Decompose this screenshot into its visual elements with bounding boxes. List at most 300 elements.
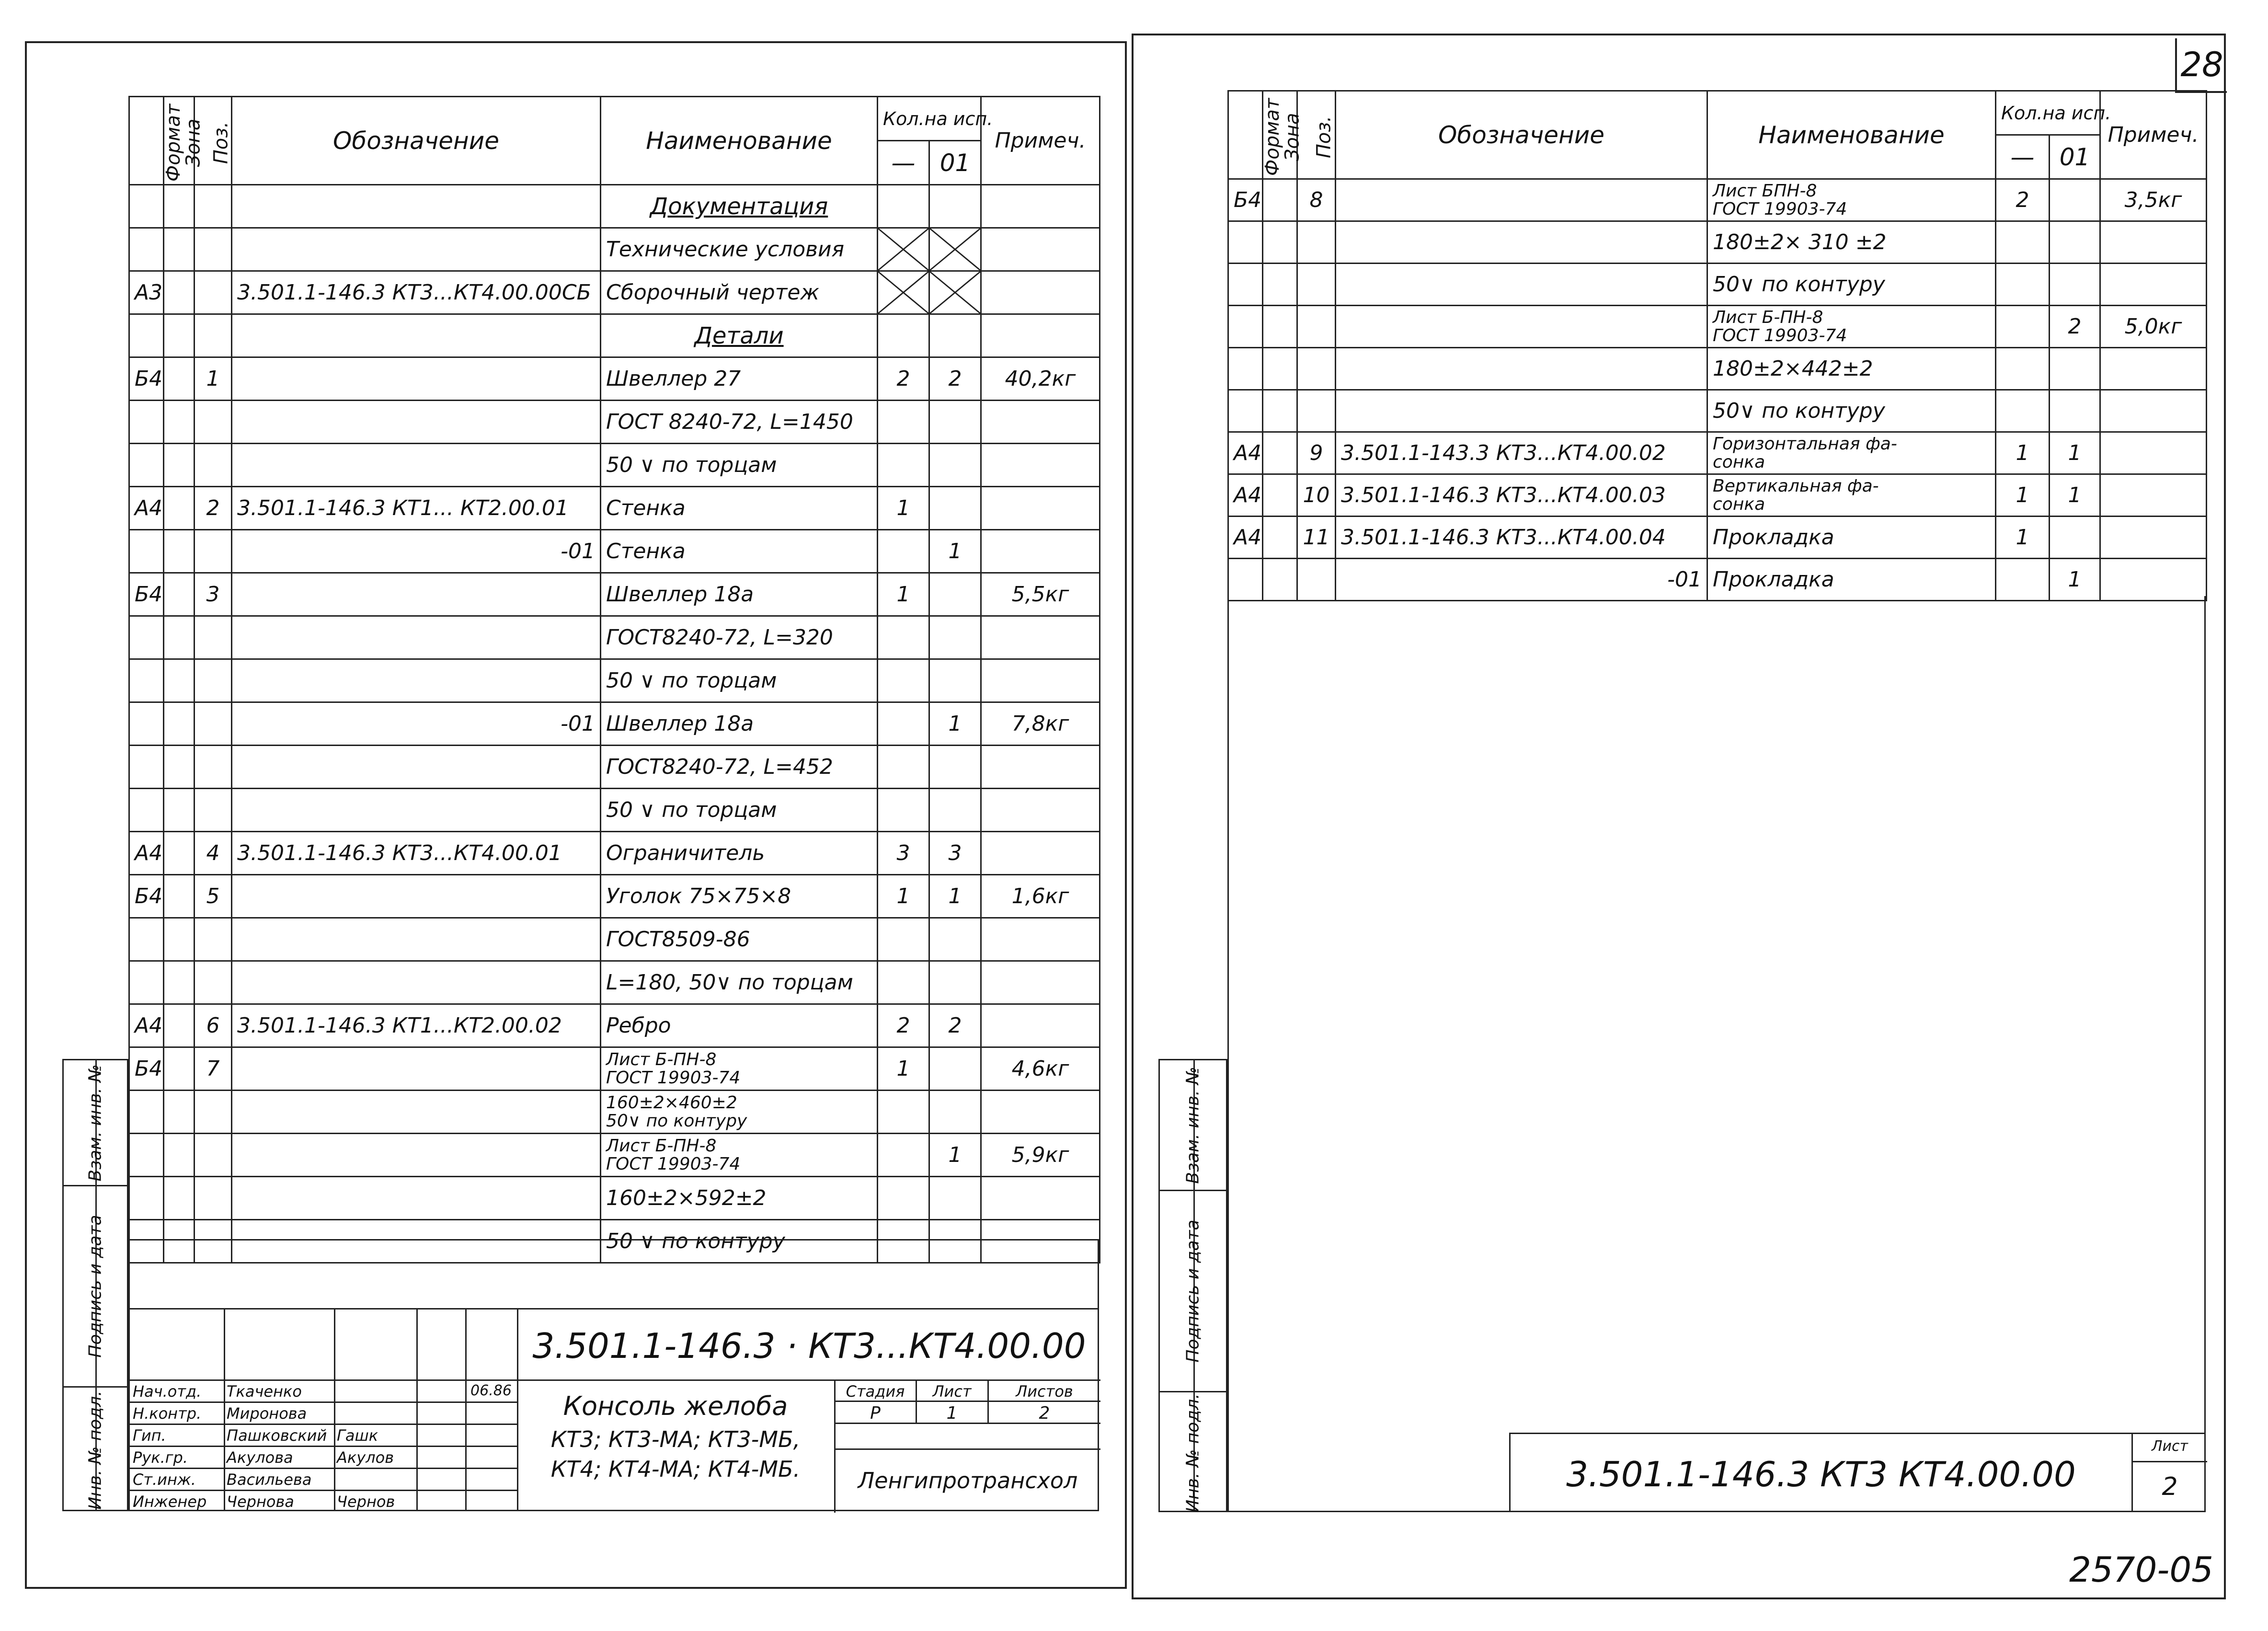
format-cell: А3 xyxy=(129,271,164,314)
zone-cell xyxy=(164,1004,195,1047)
qty01-cell xyxy=(929,573,981,616)
qty-cell xyxy=(1996,306,2050,348)
name-cell: Горизонтальная фа- сонка xyxy=(1707,432,1996,474)
format-cell xyxy=(129,444,164,487)
format-cell: А4 xyxy=(129,1004,164,1047)
qty01-cell xyxy=(2050,221,2100,264)
zone-cell xyxy=(164,185,195,228)
qty-cell: 1 xyxy=(1996,517,2050,559)
pos-cell xyxy=(195,444,232,487)
title-role: Н.контр. xyxy=(133,1404,202,1423)
left-spec-table xyxy=(128,96,1100,1263)
note-cell xyxy=(2100,264,2207,306)
r-header-designation: Обозначение xyxy=(1336,91,1707,179)
pos-cell xyxy=(195,228,232,271)
qty-cell: 1 xyxy=(1996,432,2050,474)
qty01-cell xyxy=(2050,264,2100,306)
pos-cell: 10 xyxy=(1297,474,1336,517)
org-name: Ленгипротрансхол xyxy=(858,1468,1078,1493)
designation-cell xyxy=(1336,221,1707,264)
table-row xyxy=(129,659,1100,702)
designation-cell xyxy=(232,573,601,616)
qty01-cell xyxy=(929,961,981,1004)
format-cell: А4 xyxy=(1228,474,1263,517)
qty-cell: 1 xyxy=(1996,474,2050,517)
table-row xyxy=(129,1091,1100,1134)
qty01-cell xyxy=(2050,517,2100,559)
designation-cell xyxy=(232,444,601,487)
note-cell xyxy=(981,1091,1100,1134)
title-signature: Акулов xyxy=(337,1448,394,1467)
title-line-1: Консоль желоба xyxy=(563,1391,788,1421)
table-row xyxy=(129,530,1100,573)
qty01-cell xyxy=(929,789,981,832)
name-cell: Уголок 75×75×8 xyxy=(601,875,878,918)
zone-cell xyxy=(164,659,195,702)
note-cell xyxy=(981,832,1100,875)
r-header-format: Формат xyxy=(1228,91,1263,179)
note-cell xyxy=(2100,517,2207,559)
name-cell: Прокладка xyxy=(1707,517,1996,559)
pos-cell xyxy=(195,271,232,314)
qty01-cell: 1 xyxy=(929,1134,981,1177)
pos-cell xyxy=(195,401,232,444)
zone-cell xyxy=(164,1134,195,1177)
name-cell: Лист Б-ПН-8 ГОСТ 19903-74 xyxy=(601,1134,878,1177)
pos-cell: 3 xyxy=(195,573,232,616)
right-empty-area xyxy=(1227,596,2206,1512)
left-title-block xyxy=(128,1308,1099,1511)
designation-cell xyxy=(232,918,601,961)
table-row xyxy=(129,401,1100,444)
note-cell: 40,2кг xyxy=(981,357,1100,401)
pos-cell: 7 xyxy=(195,1047,232,1091)
sheet-number: 28 xyxy=(2175,38,2227,93)
qty-cell xyxy=(878,961,929,1004)
table-row xyxy=(129,228,1100,271)
zone-cell xyxy=(164,314,195,357)
designation-cell: 3.501.1-146.3 КТ3...КТ4.00.04 xyxy=(1336,517,1707,559)
name-cell: ГОСТ 8240-72, L=1450 xyxy=(601,401,878,444)
header-format: Формат xyxy=(129,97,164,185)
note-cell xyxy=(981,487,1100,530)
r-header-qty-dash: — xyxy=(1996,135,2050,179)
qty01-cell xyxy=(929,401,981,444)
table-row xyxy=(129,616,1100,659)
sheets-value: 2 xyxy=(1039,1403,1050,1423)
name-cell: 50 ∨ по торцам xyxy=(601,444,878,487)
qty01-cell xyxy=(929,444,981,487)
designation-cell xyxy=(232,616,601,659)
qty01-cell: 1 xyxy=(929,530,981,573)
note-cell: 5,5кг xyxy=(981,573,1100,616)
name-cell: 160±2×460±2 50∨ по контуру xyxy=(601,1091,878,1134)
qty01-cell: 1 xyxy=(2050,432,2100,474)
qty01-cell xyxy=(2050,390,2100,432)
zone-cell xyxy=(1263,348,1297,390)
pos-cell xyxy=(195,185,232,228)
name-cell: 50∨ по контуру xyxy=(1707,390,1996,432)
name-cell: ГОСТ8240-72, L=320 xyxy=(601,616,878,659)
zone-cell xyxy=(1263,517,1297,559)
sheets-label: Листов xyxy=(1016,1382,1073,1401)
zone-cell xyxy=(164,228,195,271)
format-cell xyxy=(129,918,164,961)
name-cell: Швеллер 27 xyxy=(601,357,878,401)
pos-cell xyxy=(195,789,232,832)
right-spec-table xyxy=(1227,90,2207,601)
header-zone: Зона xyxy=(164,97,195,185)
qty-cell xyxy=(878,616,929,659)
table-row xyxy=(129,1004,1100,1047)
zone-cell xyxy=(1263,264,1297,306)
qty-cell xyxy=(878,659,929,702)
table-row xyxy=(129,1177,1100,1220)
qty01-cell xyxy=(929,746,981,789)
title-signature: Чернов xyxy=(337,1493,395,1511)
note-cell xyxy=(2100,432,2207,474)
designation-cell xyxy=(1336,306,1707,348)
qty-cell xyxy=(878,314,929,357)
qty-cell xyxy=(1996,348,2050,390)
name-cell: Ребро xyxy=(601,1004,878,1047)
qty-cell xyxy=(878,271,929,314)
note-cell: 4,6кг xyxy=(981,1047,1100,1091)
qty01-cell xyxy=(929,228,981,271)
header-qty-01: 01 xyxy=(929,141,981,185)
left-sidebar-inv-vzam: Взам. инв. № xyxy=(85,1064,105,1182)
name-cell: Технические условия xyxy=(601,228,878,271)
table-row xyxy=(129,746,1100,789)
sheet-value: 1 xyxy=(946,1403,958,1423)
note-cell xyxy=(981,314,1100,357)
table-row xyxy=(129,357,1100,401)
note-cell xyxy=(981,961,1100,1004)
designation-cell xyxy=(232,961,601,1004)
note-cell xyxy=(2100,348,2207,390)
format-cell: Б4 xyxy=(129,875,164,918)
note-cell xyxy=(2100,559,2207,601)
note-cell xyxy=(981,918,1100,961)
qty01-cell: 3 xyxy=(929,832,981,875)
format-cell: А4 xyxy=(1228,517,1263,559)
title-role: Инженер xyxy=(133,1493,207,1511)
zone-cell xyxy=(164,875,195,918)
qty-cell xyxy=(1996,559,2050,601)
designation-cell xyxy=(232,185,601,228)
qty01-cell xyxy=(929,1091,981,1134)
designation-cell: 3.501.1-146.3 КТ3...КТ4.00.01 xyxy=(232,832,601,875)
pos-cell: 11 xyxy=(1297,517,1336,559)
note-cell xyxy=(981,1177,1100,1220)
note-cell xyxy=(981,616,1100,659)
table-row xyxy=(129,314,1100,357)
zone-cell xyxy=(164,401,195,444)
name-cell: L=180, 50∨ по торцам xyxy=(601,961,878,1004)
designation-cell xyxy=(232,1047,601,1091)
pos-cell: 9 xyxy=(1297,432,1336,474)
zone-cell xyxy=(1263,432,1297,474)
pos-cell xyxy=(195,918,232,961)
pos-cell xyxy=(1297,306,1336,348)
header-qty-dash: — xyxy=(878,141,929,185)
qty-cell xyxy=(878,746,929,789)
designation-cell xyxy=(232,659,601,702)
pos-cell xyxy=(1297,348,1336,390)
left-empty-band xyxy=(128,1239,1099,1308)
zone-cell xyxy=(1263,221,1297,264)
header-note: Примеч. xyxy=(981,97,1100,185)
format-cell xyxy=(1228,306,1263,348)
right-title-block xyxy=(1509,1433,2206,1512)
zone-cell xyxy=(164,271,195,314)
note-cell xyxy=(981,271,1100,314)
r-header-qty-01: 01 xyxy=(2050,135,2100,179)
designation-cell xyxy=(1336,390,1707,432)
zone-cell xyxy=(164,530,195,573)
qty-cell xyxy=(1996,390,2050,432)
qty01-cell xyxy=(929,185,981,228)
format-cell xyxy=(129,185,164,228)
name-cell: Стенка xyxy=(601,530,878,573)
zone-cell xyxy=(164,1047,195,1091)
r-header-name: Наименование xyxy=(1707,91,1996,179)
designation-cell xyxy=(1336,179,1707,221)
designation-cell xyxy=(1336,264,1707,306)
zone-cell xyxy=(164,746,195,789)
stage-value: Р xyxy=(870,1403,881,1423)
note-cell: 5,9кг xyxy=(981,1134,1100,1177)
qty-cell xyxy=(1996,221,2050,264)
note-cell xyxy=(981,228,1100,271)
designation-cell: 3.501.1-146.3 КТ1... КТ2.00.01 xyxy=(232,487,601,530)
name-cell: 160±2×592±2 xyxy=(601,1177,878,1220)
left-sidebar-inv-podl: Инв. № подл. xyxy=(64,1386,127,1513)
designation-cell: -01 xyxy=(232,530,601,573)
format-cell: А4 xyxy=(1228,432,1263,474)
format-cell xyxy=(129,314,164,357)
table-row xyxy=(1228,559,2207,601)
name-cell: 180±2× 310 ±2 xyxy=(1707,221,1996,264)
qty-cell xyxy=(878,444,929,487)
title-code: 3.501.1-146.3 · КТ3...КТ4.00.00 xyxy=(532,1326,1086,1366)
zone-cell xyxy=(1263,559,1297,601)
name-cell: ГОСТ8240-72, L=452 xyxy=(601,746,878,789)
pos-cell xyxy=(195,702,232,746)
pos-cell: 5 xyxy=(195,875,232,918)
qty01-cell xyxy=(929,918,981,961)
table-row xyxy=(1228,474,2207,517)
qty01-cell: 1 xyxy=(929,702,981,746)
zone-cell xyxy=(164,832,195,875)
format-cell: Б4 xyxy=(1228,179,1263,221)
qty-cell: 1 xyxy=(878,875,929,918)
cross-mark-icon xyxy=(930,229,980,270)
table-row xyxy=(129,185,1100,228)
table-row xyxy=(1228,264,2207,306)
table-row xyxy=(129,444,1100,487)
designation-cell xyxy=(232,401,601,444)
pos-cell: 6 xyxy=(195,1004,232,1047)
zone-cell xyxy=(1263,306,1297,348)
qty-cell: 2 xyxy=(878,357,929,401)
format-cell: А4 xyxy=(129,487,164,530)
format-cell xyxy=(1228,264,1263,306)
format-cell xyxy=(129,616,164,659)
right-sheet-label: Лист xyxy=(2151,1438,2188,1455)
right-sheet-value: 2 xyxy=(2162,1472,2178,1501)
pos-cell xyxy=(195,1177,232,1220)
zone-cell xyxy=(164,573,195,616)
format-cell xyxy=(1228,390,1263,432)
header-designation: Обозначение xyxy=(232,97,601,185)
qty-cell: 1 xyxy=(878,487,929,530)
qty01-cell xyxy=(929,616,981,659)
designation-cell xyxy=(232,1091,601,1134)
format-cell xyxy=(129,401,164,444)
designation-cell xyxy=(232,875,601,918)
format-cell xyxy=(129,530,164,573)
title-person-name: Миронова xyxy=(227,1404,307,1423)
qty01-cell xyxy=(929,314,981,357)
designation-cell xyxy=(232,789,601,832)
pos-cell xyxy=(1297,390,1336,432)
name-cell: 50 ∨ по торцам xyxy=(601,659,878,702)
designation-cell xyxy=(232,1134,601,1177)
name-cell: 180±2×442±2 xyxy=(1707,348,1996,390)
format-cell xyxy=(1228,559,1263,601)
title-line-2: КТ3; КТ3-МА; КТ3-МБ, xyxy=(550,1426,801,1452)
qty-cell: 1 xyxy=(878,1047,929,1091)
note-cell xyxy=(981,1004,1100,1047)
pos-cell xyxy=(1297,221,1336,264)
format-cell xyxy=(129,1134,164,1177)
format-cell xyxy=(129,961,164,1004)
right-title-code: 3.501.1-146.3 КТ3 КТ4.00.00 xyxy=(1566,1454,2076,1494)
designation-cell: 3.501.1-146.3 КТ3...КТ4.00.00СБ xyxy=(232,271,601,314)
table-row xyxy=(129,487,1100,530)
qty-cell xyxy=(878,918,929,961)
qty01-cell: 1 xyxy=(2050,474,2100,517)
cross-mark-icon xyxy=(878,229,928,270)
designation-cell xyxy=(232,746,601,789)
qty01-cell xyxy=(929,487,981,530)
format-cell: А4 xyxy=(129,832,164,875)
pos-cell: 8 xyxy=(1297,179,1336,221)
pos-cell xyxy=(195,530,232,573)
name-cell: Прокладка xyxy=(1707,559,1996,601)
cross-mark-icon xyxy=(878,272,928,313)
pos-cell xyxy=(195,659,232,702)
title-person-name: Васильева xyxy=(227,1470,312,1489)
qty-cell xyxy=(878,789,929,832)
zone-cell xyxy=(1263,474,1297,517)
title-line-3: КТ4; КТ4-МА; КТ4-МБ. xyxy=(550,1456,801,1482)
format-cell: Б4 xyxy=(129,357,164,401)
pos-cell: 2 xyxy=(195,487,232,530)
table-row xyxy=(129,702,1100,746)
designation-cell xyxy=(232,314,601,357)
name-cell: 50∨ по контуру xyxy=(1707,264,1996,306)
zone-cell xyxy=(164,789,195,832)
table-row xyxy=(129,875,1100,918)
table-row xyxy=(129,1047,1100,1091)
header-name: Наименование xyxy=(601,97,878,185)
table-row xyxy=(129,271,1100,314)
note-cell: 7,8кг xyxy=(981,702,1100,746)
note-cell: 1,6кг xyxy=(981,875,1100,918)
title-date: 06.86 xyxy=(470,1382,512,1399)
qty01-cell: 1 xyxy=(929,875,981,918)
table-row xyxy=(1228,517,2207,559)
note-cell xyxy=(2100,390,2207,432)
format-cell xyxy=(129,228,164,271)
note-cell: 5,0кг xyxy=(2100,306,2207,348)
qty01-cell: 2 xyxy=(2050,306,2100,348)
qty01-cell: 2 xyxy=(929,357,981,401)
zone-cell xyxy=(164,1091,195,1134)
qty-cell xyxy=(878,228,929,271)
name-cell: Швеллер 18а xyxy=(601,702,878,746)
qty-cell xyxy=(878,185,929,228)
zone-cell xyxy=(164,487,195,530)
note-cell xyxy=(981,530,1100,573)
zone-cell xyxy=(1263,179,1297,221)
format-cell xyxy=(1228,348,1263,390)
qty-cell: 2 xyxy=(1996,179,2050,221)
pos-cell xyxy=(195,1134,232,1177)
designation-cell: -01 xyxy=(1336,559,1707,601)
table-row xyxy=(129,1134,1100,1177)
zone-cell xyxy=(164,357,195,401)
title-signature: Гашк xyxy=(337,1426,378,1445)
title-person-name: Пашковский xyxy=(227,1426,327,1445)
header-qty: Кол.на исп. xyxy=(878,97,981,141)
title-role: Гип. xyxy=(133,1426,166,1445)
table-row xyxy=(1228,348,2207,390)
pos-cell xyxy=(195,961,232,1004)
qty01-cell xyxy=(929,659,981,702)
note-cell xyxy=(981,659,1100,702)
format-cell: Б4 xyxy=(129,573,164,616)
title-person-name: Ткаченко xyxy=(227,1382,302,1401)
qty01-cell xyxy=(929,271,981,314)
table-row xyxy=(1228,390,2207,432)
note-cell: 3,5кг xyxy=(2100,179,2207,221)
format-cell: Б4 xyxy=(129,1047,164,1091)
sheet-label: Лист xyxy=(932,1382,972,1401)
designation-cell: 3.501.1-143.3 КТ3...КТ4.00.02 xyxy=(1336,432,1707,474)
qty-cell xyxy=(878,1177,929,1220)
qty01-cell: 1 xyxy=(2050,559,2100,601)
pos-cell xyxy=(1297,264,1336,306)
title-role: Ст.инж. xyxy=(133,1470,196,1489)
pos-cell xyxy=(195,746,232,789)
title-role: Нач.отд. xyxy=(133,1382,202,1401)
designation-cell xyxy=(1336,348,1707,390)
name-cell: Лист БПН-8 ГОСТ 19903-74 xyxy=(1707,179,1996,221)
qty-cell xyxy=(878,401,929,444)
table-row xyxy=(129,573,1100,616)
stage-label: Стадия xyxy=(846,1382,905,1401)
table-row xyxy=(1228,306,2207,348)
name-cell: Стенка xyxy=(601,487,878,530)
r-header-note: Примеч. xyxy=(2100,91,2207,179)
zone-cell xyxy=(164,616,195,659)
designation-cell: 3.501.1-146.3 КТ1...КТ2.00.02 xyxy=(232,1004,601,1047)
designation-cell xyxy=(232,228,601,271)
name-cell: Ограничитель xyxy=(601,832,878,875)
